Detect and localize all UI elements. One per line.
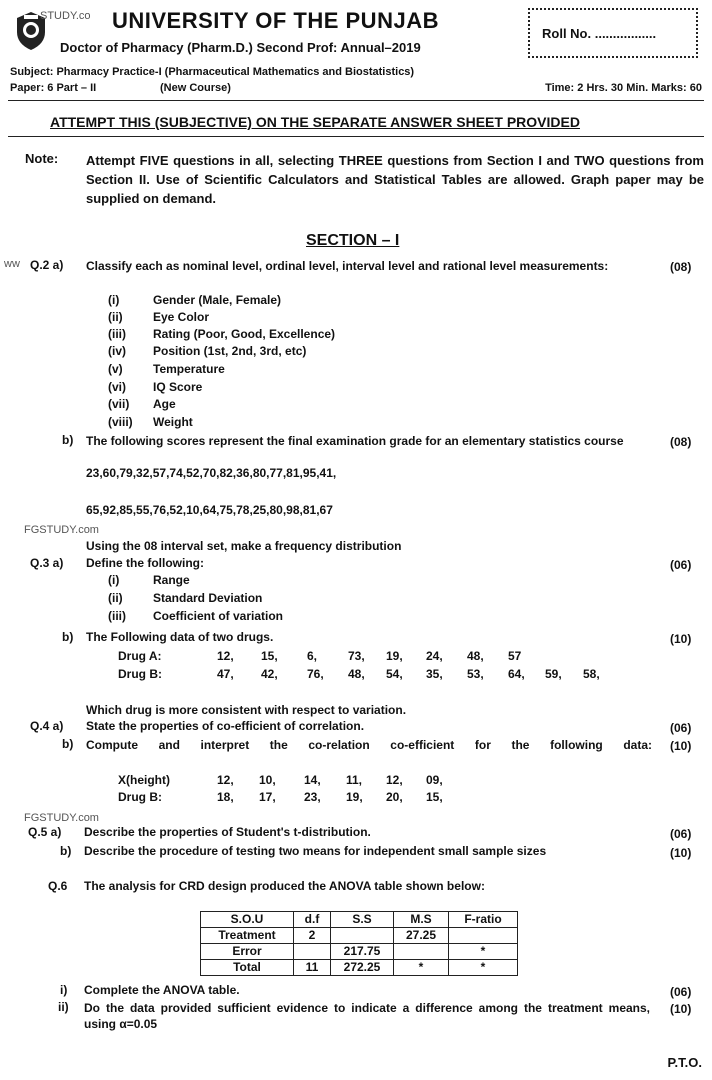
q2-item-text: Rating (Poor, Good, Excellence): [153, 327, 336, 341]
drug-b-value: 58,: [583, 667, 600, 681]
drug-b-value: 76,: [307, 667, 324, 681]
drug-a-value: 15,: [261, 649, 278, 663]
drug-a-value: 19,: [386, 649, 403, 663]
watermark-side: ww: [4, 258, 20, 270]
y-value: 18,: [217, 790, 234, 804]
q3-item-num: (ii): [108, 591, 123, 605]
drug-a-value: 73,: [348, 649, 365, 663]
attempt-instruction: ATTEMPT THIS (SUBJECTIVE) ON THE SEPARATE ANSWER SHEET PROVIDED: [50, 114, 580, 130]
q4a-marks: (06): [670, 721, 692, 735]
page-turn-over: P.T.O.: [667, 1055, 702, 1070]
q3-item-num: (i): [108, 573, 120, 587]
anova-cell: *: [394, 960, 449, 976]
drug-b-value: 47,: [217, 667, 234, 681]
q2a-marks: (08): [670, 260, 692, 274]
q6ii-number: ii): [58, 1000, 69, 1014]
drug-b-value: 53,: [467, 667, 484, 681]
q2-item-text: Age: [153, 397, 176, 411]
roll-number-box: [528, 8, 698, 58]
anova-header-cell: d.f: [294, 912, 331, 928]
q5-number: Q.5 a): [28, 825, 62, 839]
program-title: Doctor of Pharmacy (Pharm.D.) Second Prof: Annual–2019: [60, 40, 421, 55]
q4a-text: State the properties of co-efficient of correlation.: [86, 719, 365, 733]
q3a-text: Define the following:: [86, 556, 204, 570]
q2b-number: b): [62, 433, 74, 447]
q2-item-text: IQ Score: [153, 380, 203, 394]
drug-a-value: 12,: [217, 649, 234, 663]
drug-a-value: 6,: [307, 649, 318, 663]
anova-cell: *: [449, 960, 518, 976]
q2-number: Q.2 a): [30, 258, 64, 272]
q2-item-text: Weight: [153, 415, 193, 429]
anova-cell: Total: [201, 960, 294, 976]
q3a-marks: (06): [670, 558, 692, 572]
y-value: 20,: [386, 790, 403, 804]
y-value: 17,: [259, 790, 276, 804]
anova-header-cell: S.O.U: [201, 912, 294, 928]
anova-cell: 217.75: [331, 944, 394, 960]
q2a-text: Classify each as nominal level, ordinal level, interval level and rational level measurements:: [86, 259, 609, 273]
anova-cell: Error: [201, 944, 294, 960]
q4b-text: Compute and interpret the co-relation co-efficient for the following data:: [86, 738, 652, 752]
q3b-instruction: Which drug is more consistent with respect to variation.: [86, 703, 407, 717]
q2-item-text: Gender (Male, Female): [153, 293, 282, 307]
anova-cell: [331, 928, 394, 944]
x-value: 14,: [304, 773, 321, 787]
anova-header-cell: F-ratio: [449, 912, 518, 928]
q2b-scores-2: 65,92,85,55,76,52,10,64,75,78,25,80,98,81,67: [86, 503, 333, 517]
section-heading: SECTION – I: [306, 232, 400, 249]
anova-cell: Treatment: [201, 928, 294, 944]
q2-item-num: (v): [108, 362, 123, 376]
q6-text: The analysis for CRD design produced the ANOVA table shown below:: [84, 879, 485, 893]
x-value: 12,: [217, 773, 234, 787]
q2-item-num: (viii): [108, 415, 133, 429]
drug-a-value: 57: [508, 649, 522, 663]
y-value: 19,: [346, 790, 363, 804]
x-value: 11,: [346, 773, 363, 787]
q2-item-num: (iv): [108, 344, 126, 358]
x-value: 12,: [386, 773, 403, 787]
watermark-top: STUDY.co: [40, 10, 91, 22]
q2-item-text: Eye Color: [153, 310, 210, 324]
drug-b-label: Drug B:: [118, 667, 162, 681]
anova-cell: 2: [294, 928, 331, 944]
subject-line: Subject: Pharmacy Practice-I (Pharmaceutical Mathematics and Biostatistics): [10, 66, 415, 78]
university-title: UNIVERSITY OF THE PUNJAB: [112, 8, 439, 33]
drug-a-label: Drug A:: [118, 649, 162, 663]
q2-item-num: (vii): [108, 397, 130, 411]
instruction-divider: [8, 136, 704, 137]
note-text: Attempt FIVE questions in all, selecting THREE questions from Section I and TWO questions from Section II. Use of Scientific Calculators and Statistical Tables are allowed. Graph paper may be supplied on demand.: [86, 153, 704, 206]
q2-item-text: Position (1st, 2nd, 3rd, etc): [153, 344, 307, 358]
y-value: 15,: [426, 790, 443, 804]
drug-b-value: 64,: [508, 667, 525, 681]
q2b-marks: (08): [670, 435, 692, 449]
q6ii-text: Do the data provided sufficient evidence to indicate a difference among the treatment means, using α=0.05: [84, 1001, 650, 1031]
anova-header-cell: M.S: [394, 912, 449, 928]
anova-header-cell: S.S: [331, 912, 394, 928]
note-label: Note:: [25, 151, 59, 166]
x-value: 10,: [259, 773, 276, 787]
q4-number: Q.4 a): [30, 719, 64, 733]
q2b-scores-1: 23,60,79,32,57,74,52,70,82,36,80,77,81,95,41,: [86, 466, 337, 480]
watermark-mid: FGSTUDY.com: [24, 812, 99, 824]
q2b-instruction: Using the 08 interval set, make a frequency distribution: [86, 539, 402, 553]
q3-item-text: Standard Deviation: [153, 591, 263, 605]
drug-b-value: 59,: [545, 667, 562, 681]
q6ii-marks: (10): [670, 1002, 692, 1016]
drug-b-value: 54,: [386, 667, 403, 681]
q3b-number: b): [62, 630, 74, 644]
q2b-text: The following scores represent the final examination grade for an elementary statistics course: [86, 434, 624, 448]
anova-cell: [449, 928, 518, 944]
anova-row-error: [201, 944, 518, 960]
q5b-number: b): [60, 844, 72, 858]
y-value: 23,: [304, 790, 321, 804]
paper-line: Paper: 6 Part – II: [10, 82, 97, 94]
q4b-number: b): [62, 737, 74, 751]
q5b-marks: (10): [670, 846, 692, 860]
q2-item-text: Temperature: [153, 362, 225, 376]
course-label: (New Course): [160, 82, 231, 94]
anova-cell: 11: [294, 960, 331, 976]
anova-cell: 272.25: [331, 960, 394, 976]
drug-b-value: 48,: [348, 667, 365, 681]
q6i-number: i): [60, 983, 68, 997]
roll-number-label: Roll No. .................: [542, 26, 657, 41]
q3-item-num: (iii): [108, 609, 126, 623]
q5a-marks: (06): [670, 827, 692, 841]
anova-cell: 27.25: [394, 928, 449, 944]
anova-cell: *: [449, 944, 518, 960]
q3-item-text: Range: [153, 573, 190, 587]
q5a-text: Describe the properties of Student's t-distribution.: [84, 825, 371, 839]
anova-cell: [294, 944, 331, 960]
q5b-text: Describe the procedure of testing two means for independent small sample sizes: [84, 844, 547, 858]
x-value: 09,: [426, 773, 443, 787]
y-label: Drug B:: [118, 790, 162, 804]
q3b-marks: (10): [670, 632, 692, 646]
q2-item-num: (i): [108, 293, 120, 307]
anova-header-row: [201, 912, 518, 928]
q3-number: Q.3 a): [30, 556, 64, 570]
q3b-text: The Following data of two drugs.: [86, 630, 274, 644]
q2-item-num: (iii): [108, 327, 126, 341]
anova-cell: [394, 944, 449, 960]
q2-item-num: (vi): [108, 380, 126, 394]
q6i-marks: (06): [670, 985, 692, 999]
header-divider: [8, 100, 704, 101]
drug-a-value: 48,: [467, 649, 484, 663]
anova-table: [200, 911, 518, 976]
anova-row-total: [201, 960, 518, 976]
anova-row-treatment: [201, 928, 518, 944]
watermark-mid: FGSTUDY.com: [24, 524, 99, 536]
drug-b-value: 42,: [261, 667, 278, 681]
drug-b-value: 35,: [426, 667, 443, 681]
q3-item-text: Coefficient of variation: [153, 609, 284, 623]
time-marks: Time: 2 Hrs. 30 Min. Marks: 60: [545, 82, 702, 94]
q6-number: Q.6: [48, 879, 68, 893]
q6i-text: Complete the ANOVA table.: [84, 983, 240, 997]
q4b-marks: (10): [670, 739, 692, 753]
drug-a-value: 24,: [426, 649, 443, 663]
x-height-label: X(height): [118, 773, 170, 787]
q2-item-num: (ii): [108, 310, 123, 324]
